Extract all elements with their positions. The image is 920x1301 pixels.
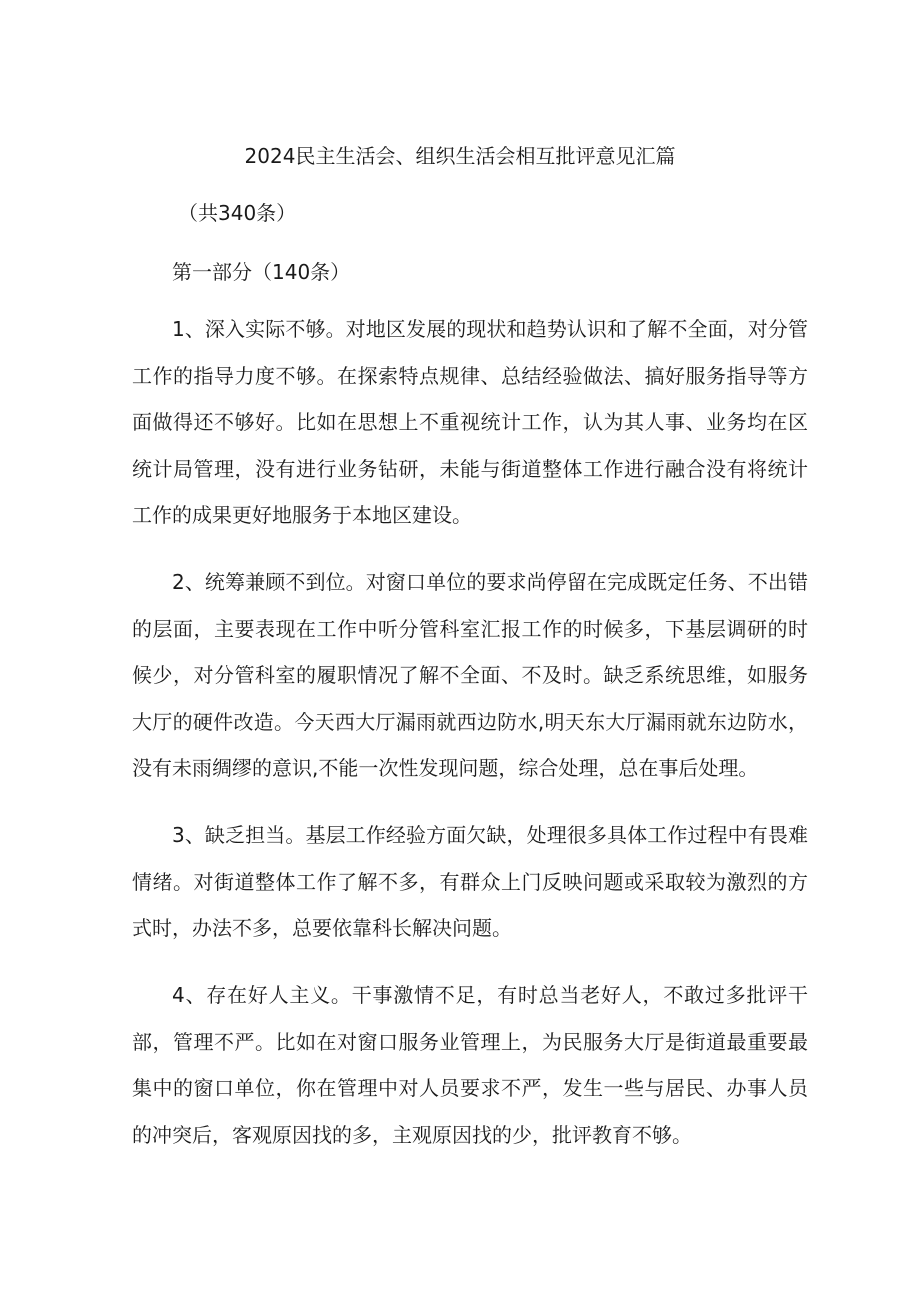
document-title: 2024民主生活会、组织生活会相互批评意见汇篇: [244, 144, 676, 168]
paragraph-1: 1、深入实际不够。对地区发展的现状和趋势认识和了解不全面，对分管工作的指导力度不够。在探索特点规律、总结经验做法、搞好服务指导等方面做得还不够好。比如在思想上不重视统计工作，认为其人事、业务均在区统计局管理，没有进行业务钻研，未能与街道整体工作进行融合没有将统计工作的成果更好地服务于本地区建设。: [132, 317, 808, 527]
document-subtitle: （共340条）: [178, 201, 297, 225]
paragraph-3: 3、缺乏担当。基层工作经验方面欠缺，处理很多具体工作过程中有畏难情绪。对街道整体工作了解不多，有群众上门反映问题或采取较为激烈的方式时，办法不多，总要依靠科长解决问题。: [132, 823, 808, 940]
paragraph-4: 4、存在好人主义。干事激情不足，有时总当老好人，不敢过多批评干部，管理不严。比如在对窗口服务业管理上，为民服务大厅是街道最重要最集中的窗口单位，你在管理中对人员要求不严，发生一些与居民、办事人员的冲突后，客观原因找的多，主观原因找的少，批评教育不够。: [132, 983, 808, 1147]
paragraph-2: 2、统筹兼顾不到位。对窗口单位的要求尚停留在完成既定任务、不出错的层面，主要表现在工作中听分管科室汇报工作的时候多，下基层调研的时候少，对分管科室的履职情况了解不全面、不及时。缺乏系统思维，如服务大厅的硬件改造。今天西大厅漏雨就西边防水,明天东大厅漏雨就东边防水，没有未雨绸缪的意识,不能一次性发现问题，综合处理，总在事后处理。: [132, 570, 808, 780]
section-heading: 第一部分（140条）: [172, 260, 351, 284]
